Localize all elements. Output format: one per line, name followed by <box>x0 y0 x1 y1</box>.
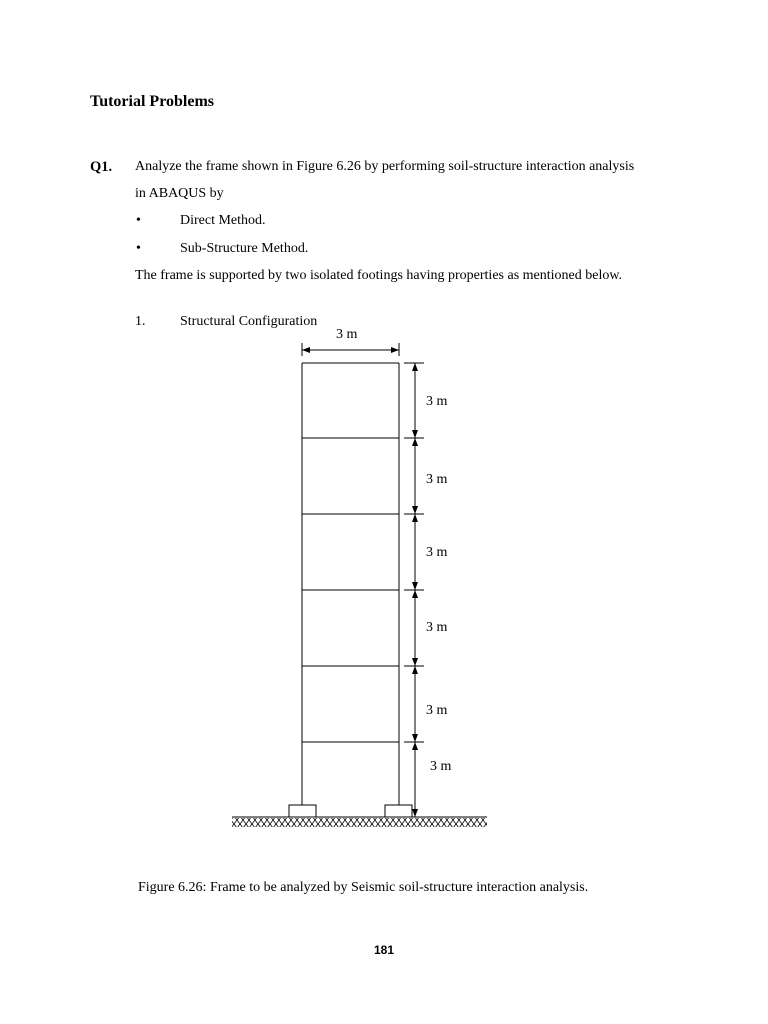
storey-label-4: 3 m <box>426 545 448 560</box>
section-heading: Tutorial Problems <box>90 93 215 110</box>
bay-width-label: 3 m <box>336 327 358 342</box>
item-number: 1. <box>135 314 146 329</box>
question-number: Q1. <box>90 159 113 175</box>
bay-width-dimension <box>302 327 399 356</box>
left-footing <box>289 805 316 817</box>
right-footing <box>385 805 412 817</box>
support-description: The frame is supported by two isolated footings having properties as mentioned below. <box>135 268 623 283</box>
storey-height-dimensions <box>404 363 452 817</box>
page-number: 181 <box>373 943 395 957</box>
storey-label-5: 3 m <box>426 472 448 487</box>
storey-label-2: 3 m <box>426 703 448 718</box>
storey-label-3: 3 m <box>426 620 448 635</box>
item-title: Structural Configuration <box>180 314 318 329</box>
bullet-marker: • <box>136 213 141 228</box>
ground-hatch <box>232 817 487 827</box>
method-item-substructure: Sub-Structure Method. <box>180 241 309 256</box>
storey-label-1: 3 m <box>430 759 452 774</box>
figure-caption: Figure 6.26: Frame to be analyzed by Seismic soil-structure interaction analysis. <box>138 880 589 895</box>
question-text-line-1: Analyze the frame shown in Figure 6.26 by performing soil-structure interaction analysis <box>135 159 635 174</box>
bullet-marker: • <box>136 241 141 256</box>
method-item-direct: Direct Method. <box>180 213 266 228</box>
storey-label-6: 3 m <box>426 394 448 409</box>
question-text-line-2: in ABAQUS by <box>135 186 224 201</box>
